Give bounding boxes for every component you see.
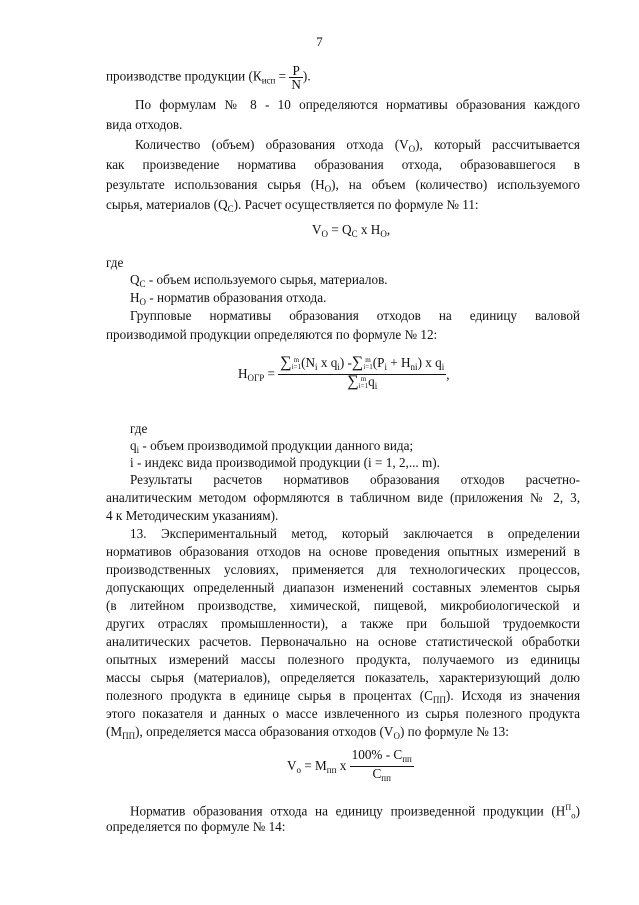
formula-11	[312, 222, 390, 239]
formula-part: С	[372, 766, 382, 781]
subscript: i	[315, 362, 318, 372]
fraction-numerator	[278, 356, 446, 374]
text-fragment: ), который рассчитывается	[415, 137, 580, 152]
text-fragment: - норматив образования отхода.	[146, 290, 327, 305]
sum-limits	[292, 357, 301, 371]
text-line: Групповые нормативы образования отходов на единицу валовой	[130, 308, 580, 323]
text-fragment: ).	[302, 68, 311, 84]
formula-part: = Q	[328, 222, 352, 237]
subscript: ОГР	[247, 373, 265, 383]
formula-part: x	[336, 758, 347, 773]
sum-lower-limit: i=1	[358, 381, 369, 390]
text-line	[106, 197, 479, 217]
text-line	[106, 177, 580, 197]
subscript: O	[139, 297, 147, 307]
subscript: исп	[261, 75, 276, 86]
text-line: По формулам № 8 - 10 определяются нормативы образования каждого	[135, 97, 580, 112]
text-fragment: ), на объем (количество) используемого	[331, 177, 580, 192]
text-fragment: ). Расчет осуществляется по формуле № 11:	[233, 197, 479, 212]
sum-lower-limit: i=1	[363, 362, 373, 371]
formula-part: V	[312, 222, 322, 237]
text-line: (в литейном производстве, химической, пищевой, микробиологической и	[106, 598, 580, 613]
text-line: определяется по формуле № 14:	[106, 819, 286, 834]
formula-part: =	[264, 366, 275, 381]
formula-lhs	[238, 366, 275, 383]
subscript: пп	[381, 773, 391, 783]
sum-upper-limit: m	[365, 355, 371, 364]
text-line: массы сырья (материалов), определяется показатель, характеризующий долю	[106, 670, 580, 685]
formula-part: (P	[372, 355, 385, 370]
text-line: нормативов образования отходов на основе проведения опытных измерений в	[106, 544, 580, 559]
fraction-denominator	[350, 766, 414, 785]
formula-part: (N	[301, 355, 316, 370]
formula-part: ,	[386, 222, 391, 237]
sum-sign: ∑	[351, 354, 364, 371]
fraction-numerator: P	[292, 63, 300, 78]
text-fragment: производстве продукции (К	[106, 68, 262, 84]
subscript: i	[374, 381, 378, 391]
text-line: как произведение норматива образования отхода, образовавшегося в	[106, 157, 580, 172]
text-line: этого показателя и данных о массе извлеченного из сырья полезного продукта	[106, 706, 580, 721]
subscript: o	[571, 810, 576, 821]
text-line: 4 к Методическим указаниям).	[106, 508, 279, 523]
fraction	[278, 356, 446, 393]
subscript: i	[337, 362, 340, 372]
sum-upper-limit: m	[360, 374, 367, 383]
subscript: C	[351, 229, 358, 239]
text-fragment: (М	[106, 724, 123, 739]
text-line: вида отходов.	[106, 117, 183, 132]
formula-part: ) -	[339, 355, 352, 370]
subscript: o	[296, 765, 302, 775]
subscript: пп	[326, 765, 337, 775]
text-fragment: сырья, материалов (Q	[106, 197, 228, 212]
formula-part: q	[368, 374, 375, 389]
text-line	[106, 64, 311, 91]
text-line: производственных условиях, применяется для технологических процессов,	[106, 562, 580, 577]
text-line: аналитическим методом оформляются в табличном виде (приложения № 2, 3,	[106, 490, 580, 505]
formula-12	[238, 356, 450, 393]
text-fragment: - объем производимой продукции данного вида;	[139, 438, 414, 453]
text-line: i - индекс вида производимой продукции (i = 1, 2,... m).	[130, 455, 440, 470]
text-line: где	[130, 421, 148, 436]
formula-part: 100% - С	[351, 747, 403, 762]
fraction	[289, 64, 303, 91]
text-fragment: Количество (объем) образования отхода (V	[135, 137, 409, 152]
text-line: где	[106, 255, 124, 270]
sum-limits	[363, 357, 372, 371]
subscript: пп	[402, 754, 412, 764]
formula-part: x H	[357, 222, 381, 237]
text-line	[106, 688, 580, 708]
formula-part: + H	[386, 355, 411, 370]
text-line: допускающих определенный диапазон изменений составных элементов сырья	[106, 580, 580, 595]
subscript: ПП	[432, 695, 446, 705]
text-line: опытных измерений массы полезного продукта, получаемого из единицы	[106, 652, 580, 667]
text-line	[135, 137, 580, 157]
formula-part: x q	[317, 355, 338, 370]
fraction-numerator	[350, 748, 414, 766]
subscript: C	[139, 279, 146, 289]
sum-upper-limit: m	[293, 355, 300, 364]
text-fragment: ) по формуле № 13:	[399, 724, 509, 739]
formula-part: ,	[446, 366, 450, 382]
subscript: O	[393, 731, 400, 741]
subscript: i	[384, 362, 387, 372]
formula-lhs	[287, 758, 346, 775]
subscript: ПП	[122, 731, 136, 741]
text-line: производимой продукции определяются по формуле № 12:	[106, 327, 438, 342]
sum-sign: ∑	[347, 373, 359, 390]
text-line: других отраслях промышленности), а также при большой трудоемкости	[106, 616, 580, 631]
subscript: ni	[410, 362, 418, 372]
text-line	[130, 272, 388, 292]
formula-13	[287, 748, 414, 785]
sum-limits	[359, 376, 368, 390]
page-number: 7	[316, 34, 323, 49]
subscript: O	[321, 229, 329, 239]
text-fragment: Норматив образования отхода на единицу произведенной продукции (Н	[130, 803, 566, 819]
formula-part: = М	[301, 758, 327, 773]
subscript: O	[408, 144, 416, 154]
text-line: Результаты расчетов нормативов образования отходов расчетно-	[130, 472, 580, 487]
text-fragment: =	[275, 68, 290, 84]
subscript: O	[324, 184, 332, 194]
subscript: i	[441, 362, 445, 372]
formula-part: Н	[238, 366, 248, 381]
text-fragment: )	[575, 803, 580, 819]
sum-sign: ∑	[280, 354, 292, 371]
fraction-denominator: N	[291, 77, 301, 92]
text-fragment: полезного продукта в единице сырья в процентах (С	[106, 688, 433, 703]
text-fragment: Q	[130, 272, 140, 287]
text-fragment: ), определяется масса образования отходов (V	[135, 724, 394, 739]
text-line	[106, 724, 509, 744]
text-fragment: q	[130, 438, 137, 453]
formula-part: V	[287, 758, 297, 773]
text-line	[130, 290, 326, 310]
text-fragment: результате использования сырья (Н	[106, 177, 325, 192]
fraction	[350, 748, 414, 785]
text-line: аналитических расчетов. Первоначально на основе статистической обработки	[106, 634, 580, 649]
superscript: П	[565, 803, 572, 812]
formula-part: ) x q	[417, 355, 442, 370]
text-fragment: - объем используемого сырья, материалов.	[145, 272, 388, 287]
sum-lower-limit: i=1	[291, 362, 302, 371]
fraction-denominator	[278, 374, 446, 393]
subscript: i	[136, 445, 140, 455]
text-line: 13. Экспериментальный метод, который заключается в определении	[130, 526, 580, 541]
subscript: C	[227, 204, 234, 214]
subscript: O	[380, 229, 387, 239]
text-fragment: ). Исходя из значения	[445, 688, 581, 703]
text-fragment: Н	[130, 290, 140, 305]
